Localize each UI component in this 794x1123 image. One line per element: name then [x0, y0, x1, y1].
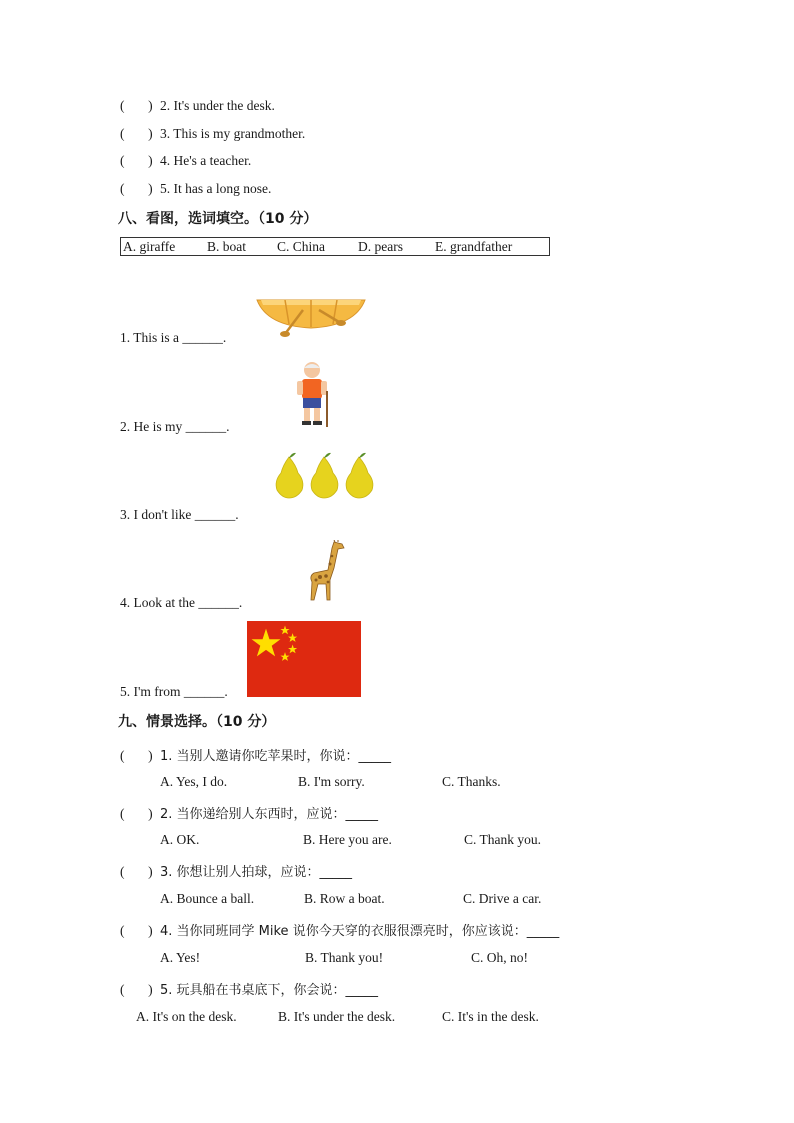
grandfather-icon [294, 358, 334, 430]
section8-title: 八、看图，选词填空。（10 分） [118, 211, 318, 227]
option-e: E. grandfather [435, 239, 513, 254]
section9-title: 九、情景选择。（10 分） [118, 714, 276, 730]
option-c: C. China [277, 239, 326, 254]
q1-option-a: A. Yes, I do. [160, 774, 228, 789]
q1-option-b: B. I'm sorry. [298, 774, 365, 789]
fill-item-1: 1. This is a ______. [120, 330, 227, 345]
boat-icon [255, 296, 367, 338]
q1-option-c: C. Thanks. [442, 774, 501, 789]
q3-option-a: A. Bounce a ball. [160, 891, 255, 906]
fill-item-3: 3. I don't like ______. [120, 507, 239, 522]
q4-option-b: B. Thank you! [305, 950, 384, 965]
word-options-box [120, 237, 550, 256]
giraffe-icon [300, 540, 350, 604]
sec9-q4: ( ) 4. 当你同班同学 Mike 说你今天穿的衣服很漂亮时，你应该说：_____ [120, 923, 560, 939]
sec9-q1: ( ) 1. 当别人邀请你吃苹果时，你说：_____ [120, 748, 392, 764]
sec7-item-4: ( ) 4. He's a teacher. [120, 153, 252, 168]
sec7-item-3: ( ) 3. This is my grandmother. [120, 126, 306, 141]
option-d: D. pears [358, 239, 403, 254]
china-flag-icon [247, 621, 361, 697]
sec9-q3: ( ) 3. 你想让别人拍球，应说：_____ [120, 864, 353, 880]
q3-option-b: B. Row a boat. [304, 891, 385, 906]
fill-item-5: 5. I'm from ______. [120, 684, 228, 699]
sec7-item-2: ( ) 2. It's under the desk. [120, 98, 275, 113]
q2-option-a: A. OK. [160, 832, 200, 847]
q5-option-b: B. It's under the desk. [278, 1009, 396, 1024]
fill-item-2: 2. He is my ______. [120, 419, 230, 434]
pears-icon [272, 451, 378, 499]
q3-option-c: C. Drive a car. [463, 891, 542, 906]
option-b: B. boat [207, 239, 246, 254]
q5-option-c: C. It's in the desk. [442, 1009, 539, 1024]
sec9-q5: ( ) 5. 玩具船在书桌底下，你会说：_____ [120, 982, 379, 998]
q2-option-c: C. Thank you. [464, 832, 541, 847]
fill-item-4: 4. Look at the ______. [120, 595, 243, 610]
q2-option-b: B. Here you are. [303, 832, 392, 847]
q4-option-c: C. Oh, no! [471, 950, 528, 965]
sec7-item-5: ( ) 5. It has a long nose. [120, 181, 272, 196]
sec9-q2: ( ) 2. 当你递给别人东西时，应说：_____ [120, 806, 379, 822]
option-a: A. giraffe [123, 239, 176, 254]
q4-option-a: A. Yes! [160, 950, 201, 965]
q5-option-a: A. It's on the desk. [136, 1009, 237, 1024]
